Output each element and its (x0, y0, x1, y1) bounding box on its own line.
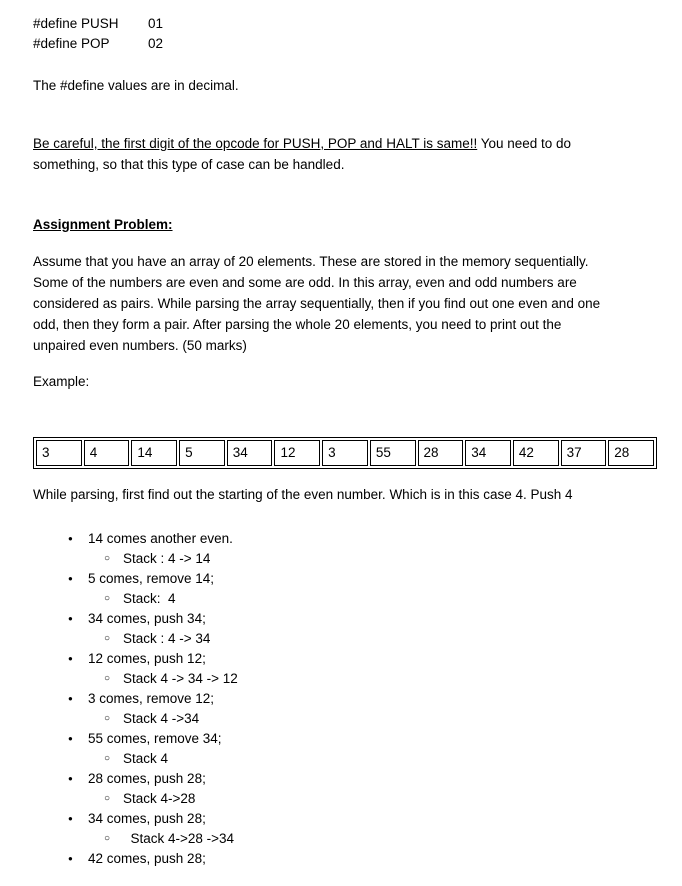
step-text: 28 comes, push 28; (88, 771, 206, 786)
step-text: 3 comes, remove 12; (88, 691, 215, 706)
stack-state-item (33, 829, 654, 849)
define-line (33, 34, 654, 54)
step-text: 55 comes, remove 34; (88, 731, 222, 746)
array-cell: 42 (513, 440, 559, 466)
circle-bullet-icon: ○ (104, 713, 111, 724)
warning-underlined-text: Be careful, the first digit of the opcode for PUSH, POP and HALT is same!! (33, 136, 478, 151)
step-text: 34 comes, push 34; (88, 611, 206, 626)
bullet-icon: ● (68, 814, 73, 823)
array-cell: 3 (322, 440, 368, 466)
step-item (33, 609, 654, 629)
stack-state-text: Stack 4->28 ->34 (123, 831, 235, 846)
array-cell: 34 (465, 440, 511, 466)
stack-state-item (33, 749, 654, 769)
stack-state-item (33, 549, 654, 569)
define-line (33, 14, 654, 34)
warning-line2: something, so that this type of case can be handled. (33, 157, 345, 172)
assignment-heading: Assignment Problem: (33, 217, 173, 232)
step-text: 42 comes, push 28; (88, 851, 206, 866)
step-item (33, 849, 654, 869)
problem-line: considered as pairs. While parsing the array sequentially, then if you find out one even and one (33, 296, 601, 311)
stack-state-item (33, 589, 654, 609)
step-text: 34 comes, push 28; (88, 811, 206, 826)
warning-paragraph (33, 133, 654, 175)
stack-state-item (33, 669, 654, 689)
stack-state-text: Stack 4 ->34 (123, 711, 200, 726)
array-cell: 34 (227, 440, 273, 466)
step-text: 12 comes, push 12; (88, 651, 206, 666)
problem-paragraph (33, 251, 654, 356)
array-cell: 28 (418, 440, 464, 466)
define-directive: #define PUSH (33, 16, 119, 31)
problem-line: odd, then they form a pair. After parsing the whole 20 elements, you need to print out the (33, 317, 562, 332)
step-item (33, 729, 654, 749)
step-item (33, 529, 654, 549)
bullet-icon: ● (68, 734, 73, 743)
array-cell: 55 (370, 440, 416, 466)
stack-state-item (33, 629, 654, 649)
bullet-icon: ● (68, 614, 73, 623)
array-cell: 12 (274, 440, 320, 466)
bullet-icon: ● (68, 694, 73, 703)
stack-state-text: Stack : 4 -> 14 (123, 551, 211, 566)
bullet-icon: ● (68, 534, 73, 543)
define-value: 02 (148, 36, 164, 51)
example-array-table (33, 437, 657, 469)
stack-state-text: Stack 4 -> 34 -> 12 (123, 671, 238, 686)
array-cell: 28 (608, 440, 654, 466)
define-directive: #define POP (33, 36, 110, 51)
stack-state-text: Stack: 4 (123, 591, 176, 606)
step-item (33, 809, 654, 829)
bullet-icon: ● (68, 774, 73, 783)
step-item (33, 649, 654, 669)
circle-bullet-icon: ○ (104, 553, 111, 564)
table-row (36, 440, 654, 466)
define-block (33, 14, 654, 54)
stack-state-item (33, 789, 654, 809)
bullet-icon: ● (68, 854, 73, 863)
circle-bullet-icon: ○ (104, 673, 111, 684)
step-item (33, 689, 654, 709)
step-text: 5 comes, remove 14; (88, 571, 215, 586)
array-cell: 3 (36, 440, 82, 466)
array-cell: 5 (179, 440, 225, 466)
array-cell: 37 (561, 440, 607, 466)
circle-bullet-icon: ○ (104, 833, 111, 844)
steps-list (33, 529, 654, 869)
circle-bullet-icon: ○ (104, 633, 111, 644)
parsing-note: While parsing, first find out the starting of the even number. Which is in this case 4. Push 4 (33, 487, 573, 502)
problem-line: unpaired even numbers. (50 marks) (33, 338, 247, 353)
decimal-note: The #define values are in decimal. (33, 78, 239, 93)
circle-bullet-icon: ○ (104, 753, 111, 764)
step-item (33, 769, 654, 789)
bullet-icon: ● (68, 654, 73, 663)
warning-line1 (33, 133, 654, 154)
warning-rest-text: You need to do (477, 136, 572, 151)
problem-line: Some of the numbers are even and some are odd. In this array, even and odd numbers are (33, 275, 577, 290)
step-text: 14 comes another even. (88, 531, 233, 546)
circle-bullet-icon: ○ (104, 593, 111, 604)
stack-state-item (33, 709, 654, 729)
array-cell: 14 (131, 440, 177, 466)
stack-state-text: Stack : 4 -> 34 (123, 631, 211, 646)
bullet-icon: ● (68, 574, 73, 583)
problem-line: Assume that you have an array of 20 elements. These are stored in the memory sequentially. (33, 254, 589, 269)
stack-state-text: Stack 4 (123, 751, 169, 766)
stack-state-text: Stack 4->28 (123, 791, 196, 806)
array-cell: 4 (84, 440, 130, 466)
define-value: 01 (148, 16, 164, 31)
example-label: Example: (33, 374, 90, 389)
circle-bullet-icon: ○ (104, 793, 111, 804)
step-item (33, 569, 654, 589)
